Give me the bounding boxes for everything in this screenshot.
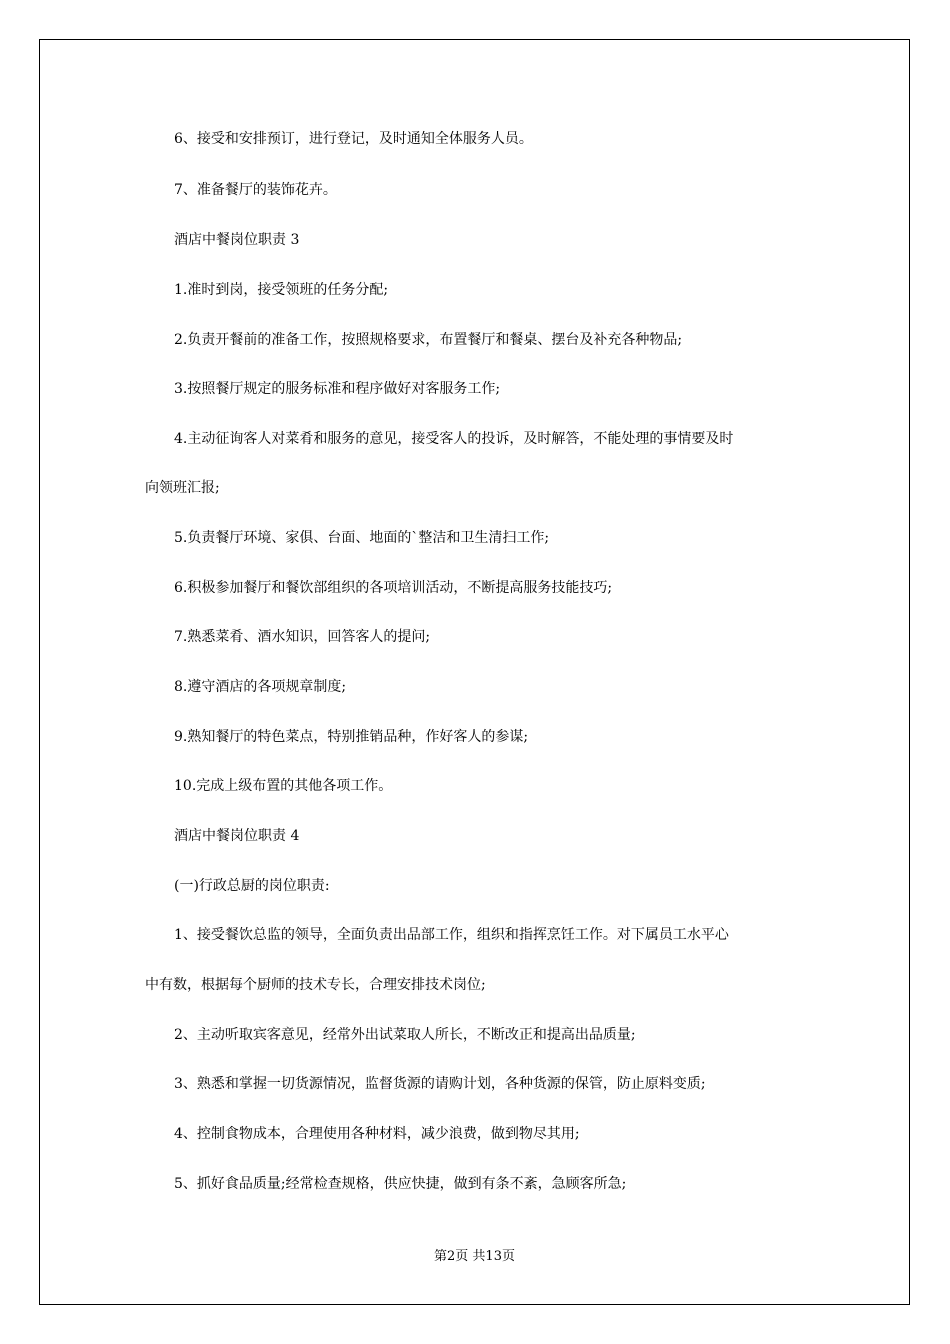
text-line: 7.熟悉菜肴、酒水知识，回答客人的提问; [174,629,431,645]
page-number: 第2页 共13页 [434,1249,515,1264]
text-line: 中有数，根据每个厨师的技术专长，合理安排技术岗位; [145,977,486,993]
text-line: 5、抓好食品质量;经常检查规格，供应快捷，做到有条不紊，急顾客所急; [174,1176,627,1192]
text-line: 4、控制食物成本，合理使用各种材料，减少浪费，做到物尽其用; [174,1126,580,1142]
text-line: 5.负责餐厅环境、家俱、台面、地面的`整洁和卫生清扫工作; [174,530,550,546]
text-line: 2.负责开餐前的准备工作，按照规格要求，布置餐厅和餐桌、摆台及补充各种物品; [174,332,683,348]
text-line: 1.准时到岗，接受领班的任务分配; [174,282,389,298]
text-line: 1、接受餐饮总监的领导，全面负责出品部工作，组织和指挥烹饪工作。对下属员工水平心 [174,927,729,943]
text-line: 6、接受和安排预订，进行登记，及时通知全体服务人员。 [174,131,533,147]
text-line: (一)行政总厨的岗位职责: [174,878,330,894]
text-line: 4.主动征询客人对菜肴和服务的意见，接受客人的投诉，及时解答，不能处理的事情要及时 [174,431,734,447]
text-line: 3.按照餐厅规定的服务标准和程序做好对客服务工作; [174,381,501,397]
text-line: 7、准备餐厅的装饰花卉。 [174,182,337,198]
text-line: 向领班汇报; [145,480,220,496]
text-line: 9.熟知餐厅的特色菜点，特别推销品种，作好客人的参谋; [174,729,529,745]
page-frame [39,39,910,1305]
text-line: 10.完成上级布置的其他各项工作。 [174,778,393,794]
section-heading: 酒店中餐岗位职责 4 [174,828,300,844]
text-line: 8.遵守酒店的各项规章制度; [174,679,347,695]
text-line: 2、主动听取宾客意见，经常外出试菜取人所长，不断改正和提高出品质量; [174,1027,636,1043]
text-line: 6.积极参加餐厅和餐饮部组织的各项培训活动，不断提高服务技能技巧; [174,580,613,596]
text-line: 3、熟悉和掌握一切货源情况，监督货源的请购计划，各种货源的保管，防止原料变质; [174,1076,706,1092]
section-heading: 酒店中餐岗位职责 3 [174,232,300,248]
